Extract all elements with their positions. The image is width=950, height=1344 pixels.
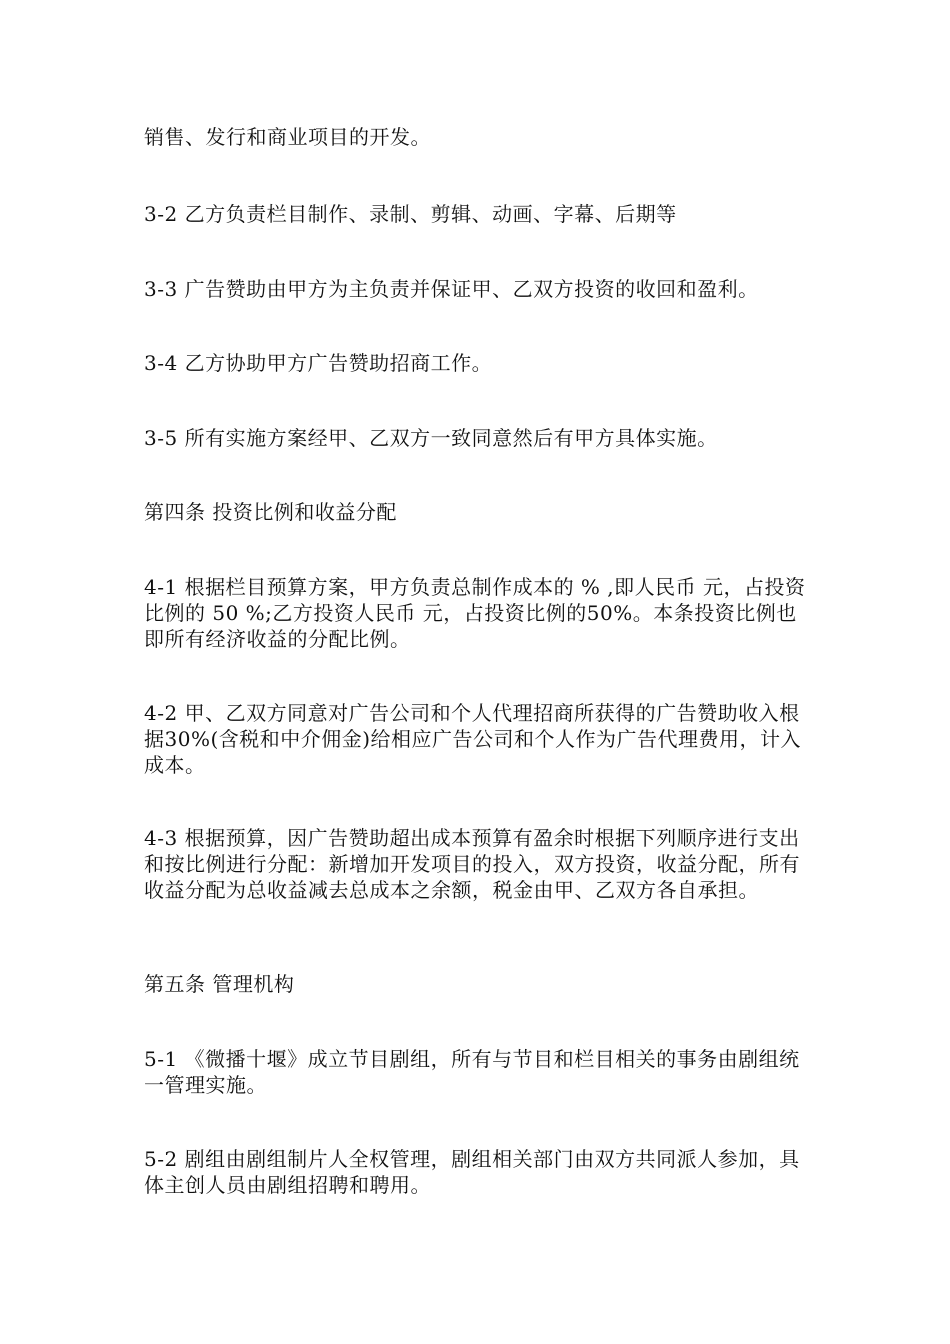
section-heading-4: 第四条 投资比例和收益分配	[144, 500, 397, 524]
paragraph-3-2: 3-2 乙方负责栏目制作、录制、剪辑、动画、字幕、后期等	[144, 202, 677, 226]
paragraph-intro: 销售、发行和商业项目的开发。	[144, 125, 431, 149]
paragraph-3-4: 3-4 乙方协助甲方广告赞助招商工作。	[144, 351, 493, 375]
paragraph-4-2: 4-2 甲、乙双方同意对广告公司和个人代理招商所获得的广告赞助收入根据30%(含税和中介佣金)给相应广告公司和个人作为广告代理费用，计入成本。	[144, 701, 802, 777]
paragraph-4-1: 4-1 根据栏目预算方案，甲方负责总制作成本的 % ,即人民币 元，占投资比例的 50 %;乙方投资人民币 元，占投资比例的50%。本条投资比例也即所有经济收益的分配比例。	[144, 575, 806, 651]
paragraph-5-2: 5-2 剧组由剧组制片人全权管理，剧组相关部门由双方共同派人参加，具体主创人员由剧组招聘和聘用。	[144, 1147, 800, 1197]
paragraph-5-1: 5-1 《微播十堰》成立节目剧组，所有与节目和栏目相关的事务由剧组统一管理实施。	[144, 1047, 800, 1097]
paragraph-3-5: 3-5 所有实施方案经甲、乙双方一致同意然后有甲方具体实施。	[144, 426, 718, 450]
paragraph-3-3: 3-3 广告赞助由甲方为主负责并保证甲、乙双方投资的收回和盈利。	[144, 277, 759, 301]
section-heading-5: 第五条 管理机构	[144, 972, 295, 996]
paragraph-4-3: 4-3 根据预算，因广告赞助超出成本预算有盈余时根据下列顺序进行支出和按比例进行分配：新增加开发项目的投入，双方投资，收益分配，所有收益分配为总收益减去总成本之余额，税金由甲、乙双方各自承担。	[144, 826, 800, 902]
